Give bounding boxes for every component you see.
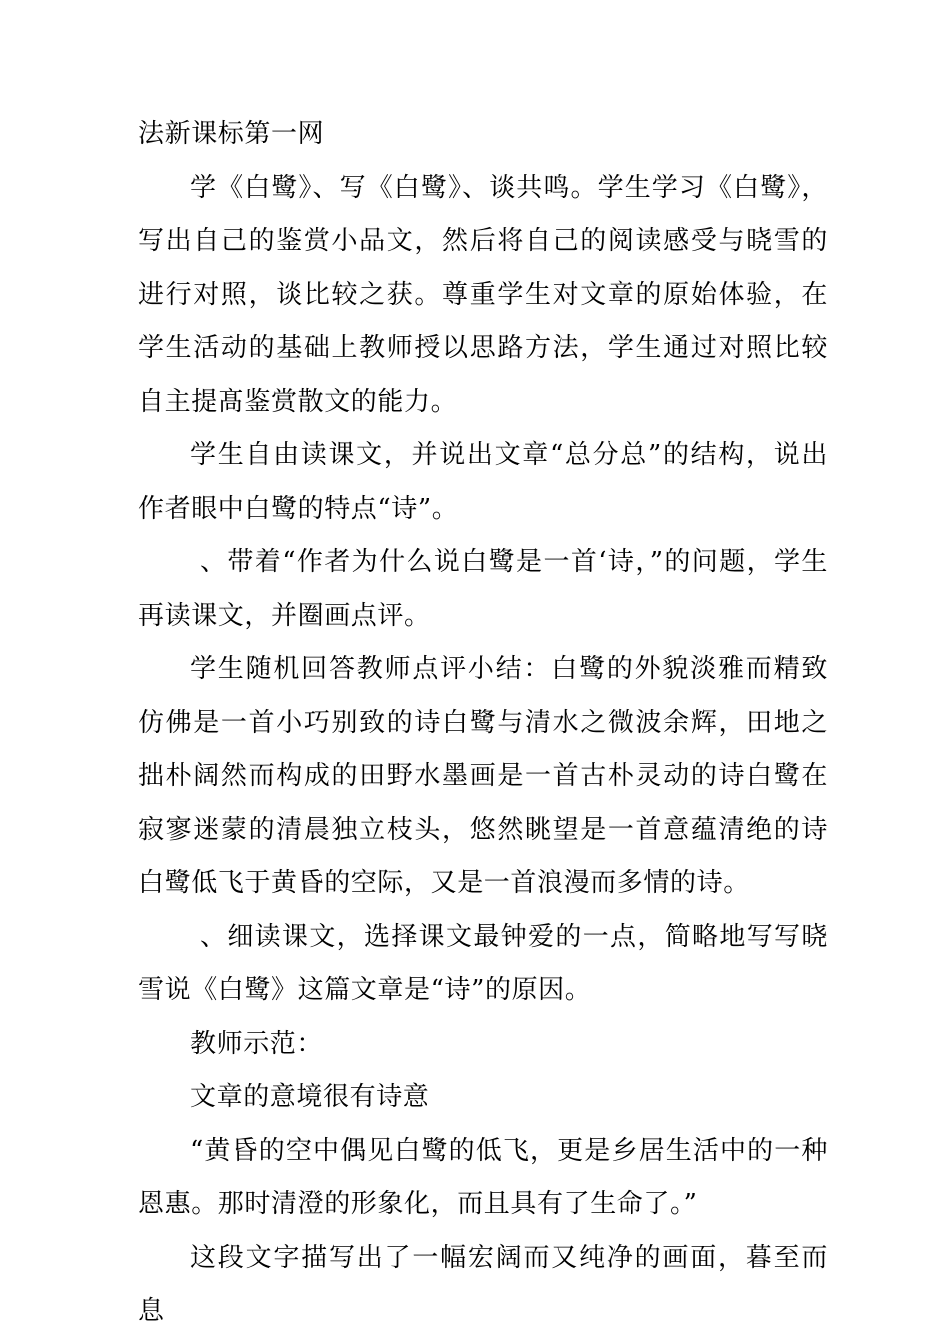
paragraph-3: 、带着“作者为什么说白鹭是一首‘诗，”的问题，学生再读课文，并圈画点评。 <box>138 547 828 631</box>
paragraph-7: 文章的意境很有诗意 <box>190 1082 430 1112</box>
paragraph-1: 学《白鹭》、写《白鹭》、谈共鸣。学生学习《白鹭》，写出自己的鉴赏小品文，然后将自己的阅读感受与晓雪的进行对照，谈比较之获。尊重学生对文章的原始体验，在学生活动的基础上教师授以思路方法，学生通过对照比较自主提髙鉴赏散文的能力。 <box>138 172 828 417</box>
paragraph-6: 教师示范： <box>190 1028 324 1059</box>
document-page <box>138 108 828 1339</box>
paragraph-2: 学生自由读课文，并说出文章“总分总”的结构，说出作者眼中白鹭的特点“诗”。 <box>138 440 829 524</box>
paragraph-8: “黄昏的空中偶见白鹭的低飞，更是乡居生活中的一种恩惠。那时清澄的形象化，而且具有了生命了。” <box>138 1135 828 1219</box>
paragraph-9: 这段文字描写出了一幅宏阔而又纯净的画面，暮至而息 <box>138 1242 828 1326</box>
paragraph-5: 、细读课文，选择课文最钟爱的一点，简略地写写晓雪说《白鹭》这篇文章是“诗”的原因。 <box>138 921 828 1005</box>
header-line: 法新课标第一网 <box>138 119 325 149</box>
paragraph-4: 学生随机回答教师点评小结：白鹭的外貌淡雅而精致仿佛是一首小巧别致的诗白鹭与清水之微波余辉，田地之拙朴阔然而构成的田野水墨画是一首古朴灵动的诗白鹭在寂寥迷蒙的清晨独立枝头，悠然眺望是一首意蕴清绝的诗白鹭低飞于黄昏的空际，又是一首浪漫而多情的诗。 <box>138 654 828 898</box>
